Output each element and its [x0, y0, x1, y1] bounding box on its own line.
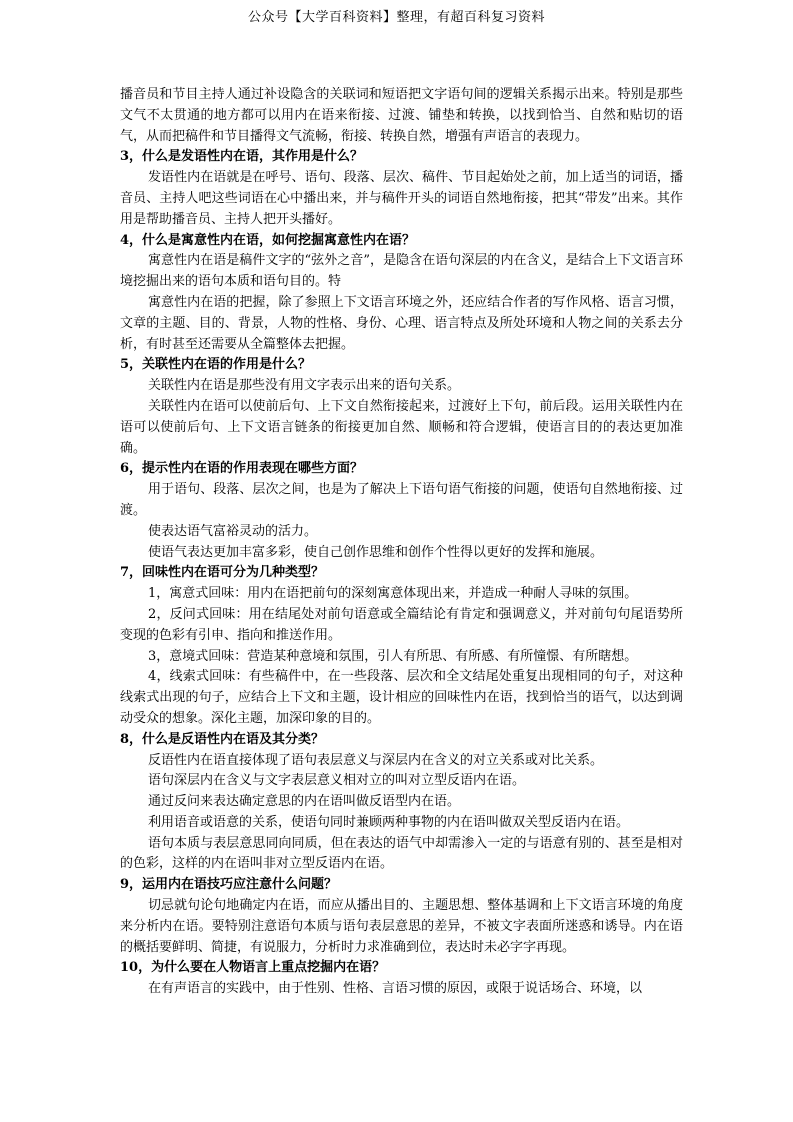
question-heading: 6，提示性内在语的作用表现在哪些方面？: [120, 461, 364, 477]
body-paragraph: 语句本质与表层意思同向同质，但在表达的语气中却需渗入一定的与语意有别的、甚至是相对的色彩，这样的内在语叫非对立型反语内在语。: [120, 835, 683, 872]
body-paragraph: 用于语句、段落、层次之间，也是为了解决上下语句语气衔接的问题，使语句自然地衔接、过渡。: [120, 482, 683, 518]
question-heading: 9，运用内在语技巧应注意什么问题？: [120, 877, 338, 893]
body-paragraph: 切忌就句论句地确定内在语，而应从播出目的、主题思想、整体基调和上下文语言环境的角度来分析内在语。要特别注意语句本质与语句表层意思的差异，不被文字表面所迷惑和诱导。内在语的概括要鲜明、简捷，有说服力，分析时力求准确到位，表达时未必字字再现。: [120, 898, 683, 955]
body-paragraph: 语句深层内在含义与文字表层意义相对立的叫对立型反语内在语。: [148, 773, 526, 789]
body-paragraph: 寓意性内在语的把握，除了参照上下文语言环境之外，还应结合作者的写作风格、语言习惯，文章的主题、目的、背景，人物的性格、身份、心理、语言特点及所处环境和人物之间的关系去分析，有时甚至还需要从全篇整体去把握。: [120, 294, 683, 352]
body-paragraph: 播音员和节目主持人通过补设隐含的关联词和短语把文字语句间的逻辑关系揭示出来。特别是那些文气不太贯通的地方都可以用内在语来衔接、过渡、铺垫和转换，以找到恰当、自然和贴切的语气，从而把稿件和节目播得文气流畅，衔接、转换自然，增强有声语言的表现力。: [120, 87, 683, 144]
body-paragraph: 在有声语言的实践中，由于性别、性格、言语习惯的原因，或限于说话场合、环境，以: [148, 981, 643, 997]
question-heading: 10，为什么要在人物语言上重点挖掘内在语？: [120, 960, 386, 976]
question-heading: 3，什么是发语性内在语，其作用是什么？: [120, 149, 364, 165]
question-heading: 8，什么是反语性内在语及其分类？: [120, 731, 325, 747]
question-heading: 4，什么是寓意性内在语，如何挖掘寓意性内在语？: [120, 232, 416, 248]
body-paragraph: 使语气表达更加丰富多彩，使自己创作思维和创作个性得以更好的发挥和施展。: [148, 544, 604, 560]
body-paragraph: 反语性内在语直接体现了语句表层意义与深层内在含义的对立关系或对比关系。: [148, 752, 604, 768]
body-paragraph: 3，意境式回味：营造某种意境和氛围，引人有所思、有所感、有所憧憬、有所瞎想。: [148, 648, 638, 664]
body-paragraph: 通过反问来表达确定意思的内在语叫做反语型内在语。: [148, 794, 461, 810]
body-paragraph: 关联性内在语是那些没有用文字表示出来的语句关系。: [148, 378, 461, 394]
body-paragraph: 2，反问式回味：用在结尾处对前句语意或全篇结论有肯定和强调意义，并对前句句尾语势所变现的色彩有引申、指向和推送作用。: [120, 606, 683, 643]
document-body: [120, 85, 683, 1000]
body-paragraph: 利用语音或语意的关系，使语句同时兼顾两种事物的内在语叫做双关型反语内在语。: [148, 814, 630, 830]
question-heading: 7，回味性内在语可分为几种类型？: [120, 565, 325, 581]
body-paragraph: 寓意性内在语是稿件文字的“弦外之音”，是隐含在语句深层的内在含义，是结合上下文语言环境挖掘出来的语句本质和语句目的。特: [120, 253, 683, 290]
page-header: 公众号【大学百科资料】整理，有超百科复习资料: [247, 10, 545, 25]
body-paragraph: 发语性内在语就是在呼号、语句、段落、层次、稿件、节目起始处之前，加上适当的词语，播音员、主持人吧这些词语在心中播出来，并与稿件开头的词语自然地衔接，把其“带发”出来。其作用是帮助播音员、主持人把开头播好。: [120, 170, 683, 227]
body-paragraph: 关联性内在语可以使前后句、上下文自然衔接起来，过渡好上下句，前后段。运用关联性内在语可以使前后句、上下文语言链条的衔接更加自然、顺畅和符合逻辑，使语言目的的表达更加准确。: [120, 398, 683, 456]
question-heading: 5，关联性内在语的作用是什么？: [120, 357, 312, 373]
body-paragraph: 4，线索式回味：有些稿件中，在一些段落、层次和全文结尾处重复出现相同的句子，对这种线索式出现的句子，应结合上下文和主题，设计相应的回味性内在语，找到恰当的语气，以达到调动受众的想象。深化主题，加深印象的目的。: [120, 669, 683, 726]
body-paragraph: 1，寓意式回味：用内在语把前句的深刻寓意体现出来，并造成一种耐人寻味的氛围。: [148, 586, 638, 602]
body-paragraph: 使表达语气富裕灵动的活力。: [148, 523, 318, 539]
